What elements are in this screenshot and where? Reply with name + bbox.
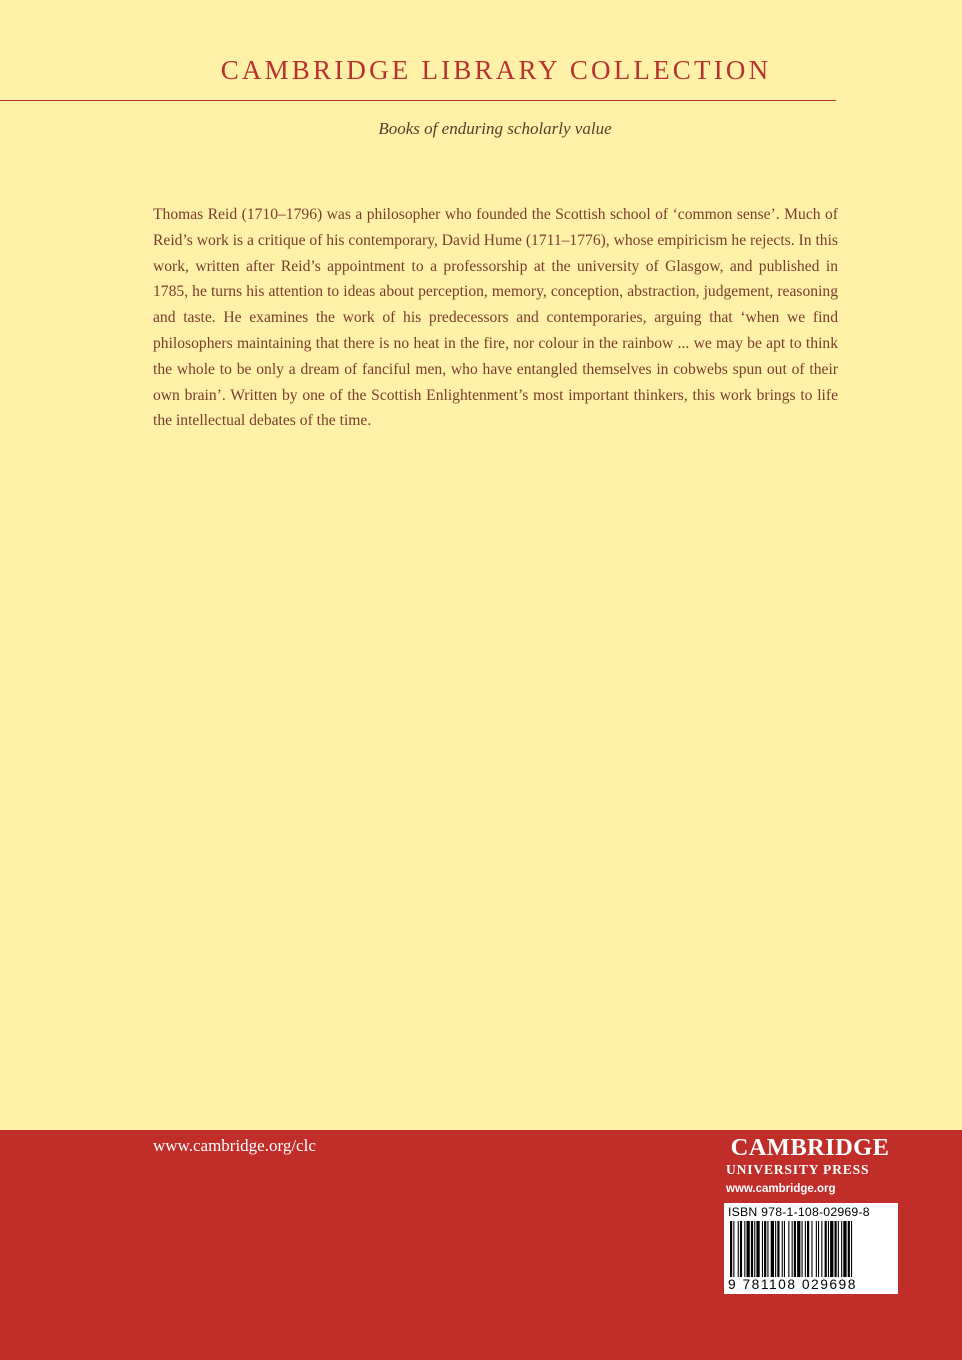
publisher-name: CAMBRIDGE: [730, 1134, 890, 1161]
book-description: Thomas Reid (1710–1796) was a philosopher who founded the Scottish school of ‘common sense’. Much of Reid’s work is a critique of his contemporary, David Hume (1711–1776), whose empiricism he rejects. In this work, written after Reid’s appointment to a professorship at the university of Glasgow, and published in 1785, he turns his attention to ideas about perception, memory, conception, abstraction, judgement, reasoning and taste. He examines the work of his predecessors and contemporaries, arguing that ‘when we find philosophers maintaining that there is no heat in the fire, nor colour in the rainbow ... we may be apt to think the whole to be only a dream of fanciful men, who have entangled themselves in cobwebs spun out of their own brain’. Written by one of the Scottish Enlightenment’s most important thinkers, this work brings to life the intellectual debates of the time.: [153, 206, 838, 430]
series-url: www.cambridge.org/clc: [153, 1136, 316, 1155]
series-title: CAMBRIDGE LIBRARY COLLECTION: [220, 55, 772, 85]
isbn-label: ISBN 978-1-108-02969-8: [728, 1205, 870, 1219]
title-divider: [0, 100, 836, 101]
publisher-logo: [720, 1134, 900, 1197]
publisher-press: UNIVERSITY PRESS: [726, 1162, 870, 1177]
series-tagline: Books of enduring scholarly value: [378, 119, 612, 138]
barcode: [724, 1203, 898, 1294]
barcode-digits: 9 781108 029698: [728, 1277, 857, 1292]
publisher-url: www.cambridge.org: [726, 1183, 836, 1195]
